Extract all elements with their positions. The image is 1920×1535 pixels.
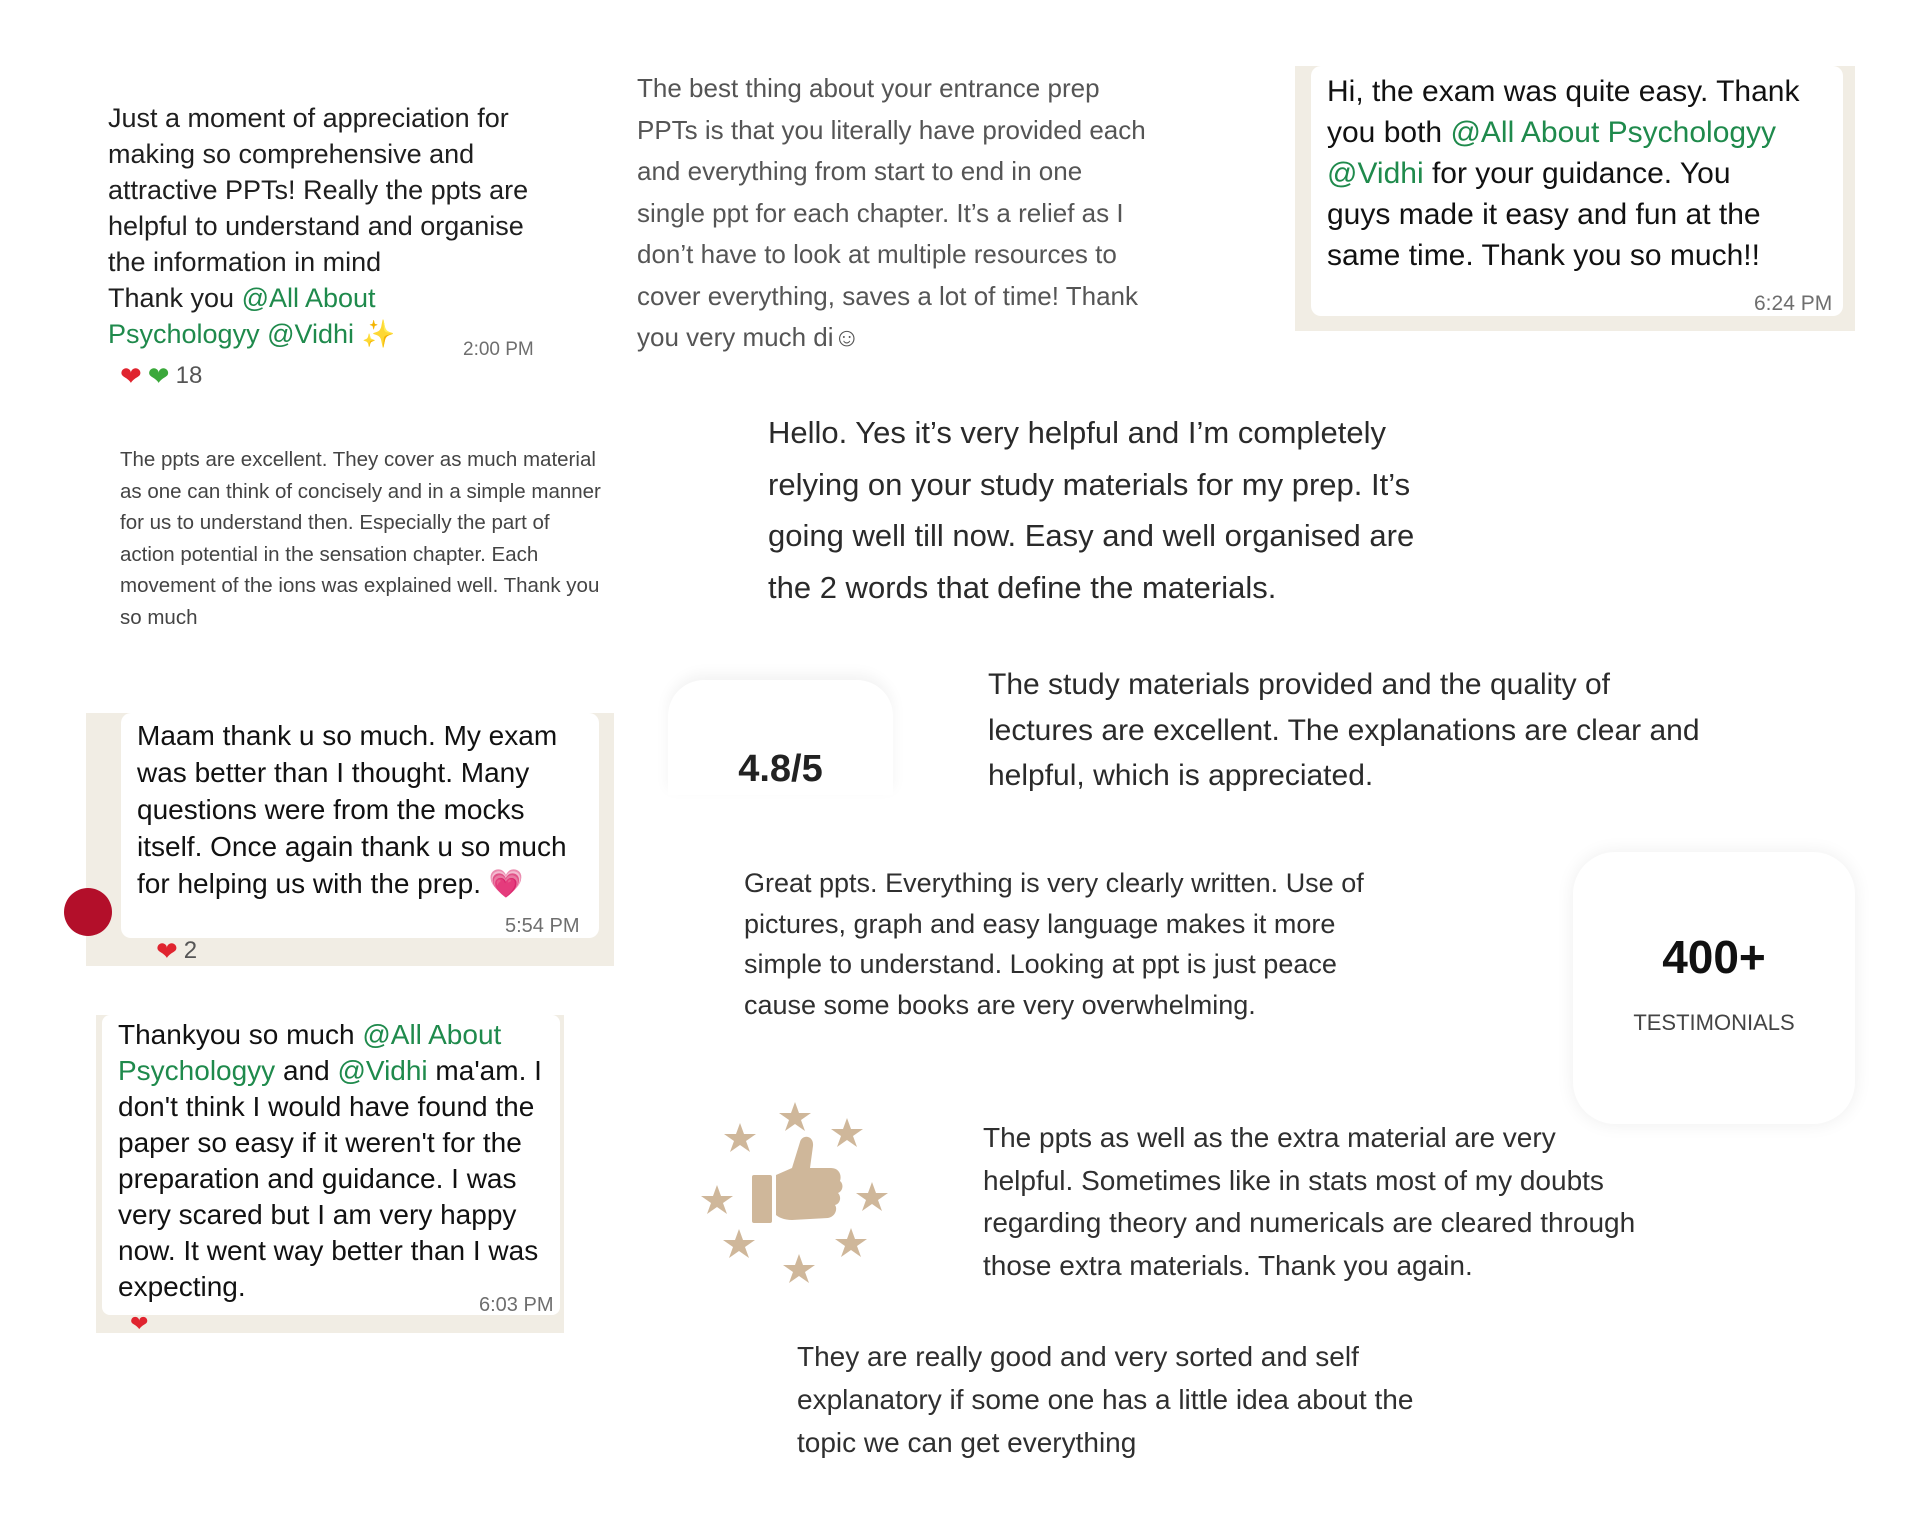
mention-all-about: @All About — [241, 283, 376, 313]
t10-line: those extra materials. Thank you again. — [983, 1249, 1473, 1281]
t5-line: the 2 words that define the materials. — [768, 569, 1277, 605]
t5-line: going well till now. Easy and well organised are — [768, 518, 1415, 553]
t6-line: was better than I thought. Many — [137, 757, 530, 788]
t2-line: PPTs is that you literally have provided each — [637, 114, 1146, 145]
testimonial-text-8 — [744, 863, 1464, 1025]
mention-psychologyy: Psychologyy — [118, 1055, 276, 1086]
t10-line: The ppts as well as the extra material are very — [983, 1122, 1556, 1153]
red-heart-icon: ❤ — [156, 936, 178, 966]
t4-line: for us to understand then. Especially the part of — [120, 511, 550, 534]
testimonial-text-7 — [988, 662, 1788, 799]
testimonial-text-11 — [797, 1335, 1537, 1464]
thumbs-up-with-stars-icon — [700, 1098, 890, 1288]
t4-line: The ppts are excellent. They cover as much material — [120, 448, 596, 471]
reactions-bar — [146, 935, 207, 967]
avatar — [64, 888, 112, 936]
t3-line: @Vidhi for your guidance. You — [1327, 157, 1731, 190]
t9-line: paper so easy if it weren't for the — [118, 1127, 522, 1158]
t6-line: questions were from the mocks — [137, 794, 525, 825]
message-time: 2:00 PM — [463, 339, 534, 360]
t4-line: movement of the ions was explained well. Thank you — [120, 574, 600, 597]
t4-line: action potential in the sensation chapter. Each — [120, 542, 539, 566]
t9-line: don't think I would have found the — [118, 1091, 535, 1122]
t9-line: now. It went way better than I was — [118, 1235, 539, 1266]
t10-line: helpful. Sometimes like in stats most of my doubts — [983, 1164, 1604, 1196]
t2-line: The best thing about your entrance prep — [637, 73, 1100, 103]
t7-line: The study materials provided and the quality of — [988, 668, 1611, 701]
t5-line: Hello. Yes it’s very helpful and I’m completely — [768, 415, 1387, 450]
testimonial-card-6 — [121, 713, 599, 938]
t8-line: cause some books are very overwhelming. — [744, 989, 1256, 1020]
t4-line: as one can think of concisely and in a simple manner — [120, 479, 601, 503]
t6-line: for helping us with the prep. 💗 — [137, 868, 524, 899]
t6-line: itself. Once again thank u so much — [137, 831, 567, 862]
t1-line: Just a moment of appreciation for — [108, 103, 509, 133]
t2-line: cover everything, saves a lot of time! Thank — [637, 280, 1138, 311]
t1-line: helpful to understand and organise — [108, 211, 524, 241]
green-heart-icon: ❤ — [147, 361, 170, 391]
t1-line: the information in mind — [108, 247, 382, 277]
t9-line: preparation and guidance. I was — [118, 1163, 517, 1194]
red-heart-icon: ❤ — [120, 361, 142, 391]
testimonials-count: 400+ — [1662, 931, 1766, 983]
testimonial-text-2 — [637, 68, 1197, 359]
reaction-count: 18 — [175, 362, 203, 389]
t3-line: Hi, the exam was quite easy. Thank — [1327, 75, 1800, 108]
mention-vidhi: @Vidhi — [1327, 157, 1424, 190]
t9-line: Thankyou so much @All About — [118, 1019, 502, 1050]
t2-line: and everything from start to end in one — [637, 156, 1083, 186]
testimonial-card-3 — [1311, 66, 1843, 316]
t11-line: explanatory if some one has a little idea about the — [797, 1384, 1414, 1415]
t2-line: single ppt for each chapter. It’s a relief as I — [637, 197, 1124, 228]
t3-line: guys made it easy and fun at the — [1327, 198, 1761, 231]
red-heart-icon: ❤ — [130, 1311, 149, 1336]
t11-line: They are really good and very sorted and self — [797, 1341, 1359, 1372]
t9-line: very scared but I am very happy — [118, 1199, 517, 1230]
t6-line: Maam thank u so much. My exam — [137, 720, 558, 751]
reaction-count: 2 — [183, 937, 198, 964]
testimonial-card-6-frame — [86, 713, 614, 966]
t3-line: same time. Thank you so much!! — [1327, 239, 1760, 272]
t7-line: lectures are excellent. The explanations are clear and — [988, 713, 1700, 747]
testimonial-card-9 — [102, 1015, 560, 1315]
testimonial-card-3-frame — [1295, 66, 1855, 331]
t8-line: Great ppts. Everything is very clearly written. Use of — [744, 868, 1364, 898]
t8-line: pictures, graph and easy language makes it more — [744, 908, 1336, 939]
t9-line: Psychologyy and @Vidhi ma'am. I — [118, 1055, 542, 1086]
t3-line: you both @All About Psychologyy — [1327, 116, 1777, 149]
message-time: 6:03 PM — [479, 1294, 554, 1316]
t1-line: making so comprehensive and — [108, 139, 475, 169]
message-time: 6:24 PM — [1754, 292, 1833, 315]
t2-line: don’t have to look at multiple resources to — [637, 239, 1117, 269]
mention-psychologyy: Psychologyy — [108, 319, 260, 349]
testimonial-card-9-frame — [96, 1015, 564, 1336]
testimonials-count-card — [1573, 852, 1855, 1124]
t7-line: helpful, which is appreciated. — [988, 759, 1374, 792]
rating-card — [668, 680, 893, 795]
t1-thanks-line: Thank you @All About — [108, 283, 376, 313]
reactions-bar — [110, 360, 212, 392]
t1-line: attractive PPTs! Really the ppts are — [108, 175, 529, 205]
t9-line: expecting. — [118, 1271, 246, 1302]
sparkle-icon: ✨ — [361, 319, 396, 349]
testimonial-text-4 — [120, 444, 680, 633]
testimonials-label: TESTIMONIALS — [1633, 1010, 1795, 1035]
t10-line: regarding theory and numericals are cleared through — [983, 1207, 1636, 1238]
mention-vidhi: @Vidhi — [267, 319, 355, 349]
t5-line: relying on your study materials for my prep. It’s — [768, 466, 1411, 502]
t2-line: you very much di☺ — [637, 322, 861, 352]
mention-all-about: @All About — [362, 1019, 502, 1050]
message-time: 5:54 PM — [505, 915, 580, 937]
t8-line: simple to understand. Looking at ppt is just peace — [744, 949, 1337, 979]
mention-vidhi: @Vidhi — [337, 1055, 428, 1086]
testimonial-text-5 — [768, 407, 1488, 613]
testimonial-card-1 — [85, 95, 555, 360]
mention-all-about-psychologyy: @All About Psychologyy — [1450, 116, 1777, 149]
rating-value: 4.8/5 — [738, 748, 823, 790]
t11-line: topic we can get everything — [797, 1427, 1137, 1458]
testimonial-text-10 — [983, 1117, 1783, 1287]
t4-line: so much — [120, 605, 198, 629]
